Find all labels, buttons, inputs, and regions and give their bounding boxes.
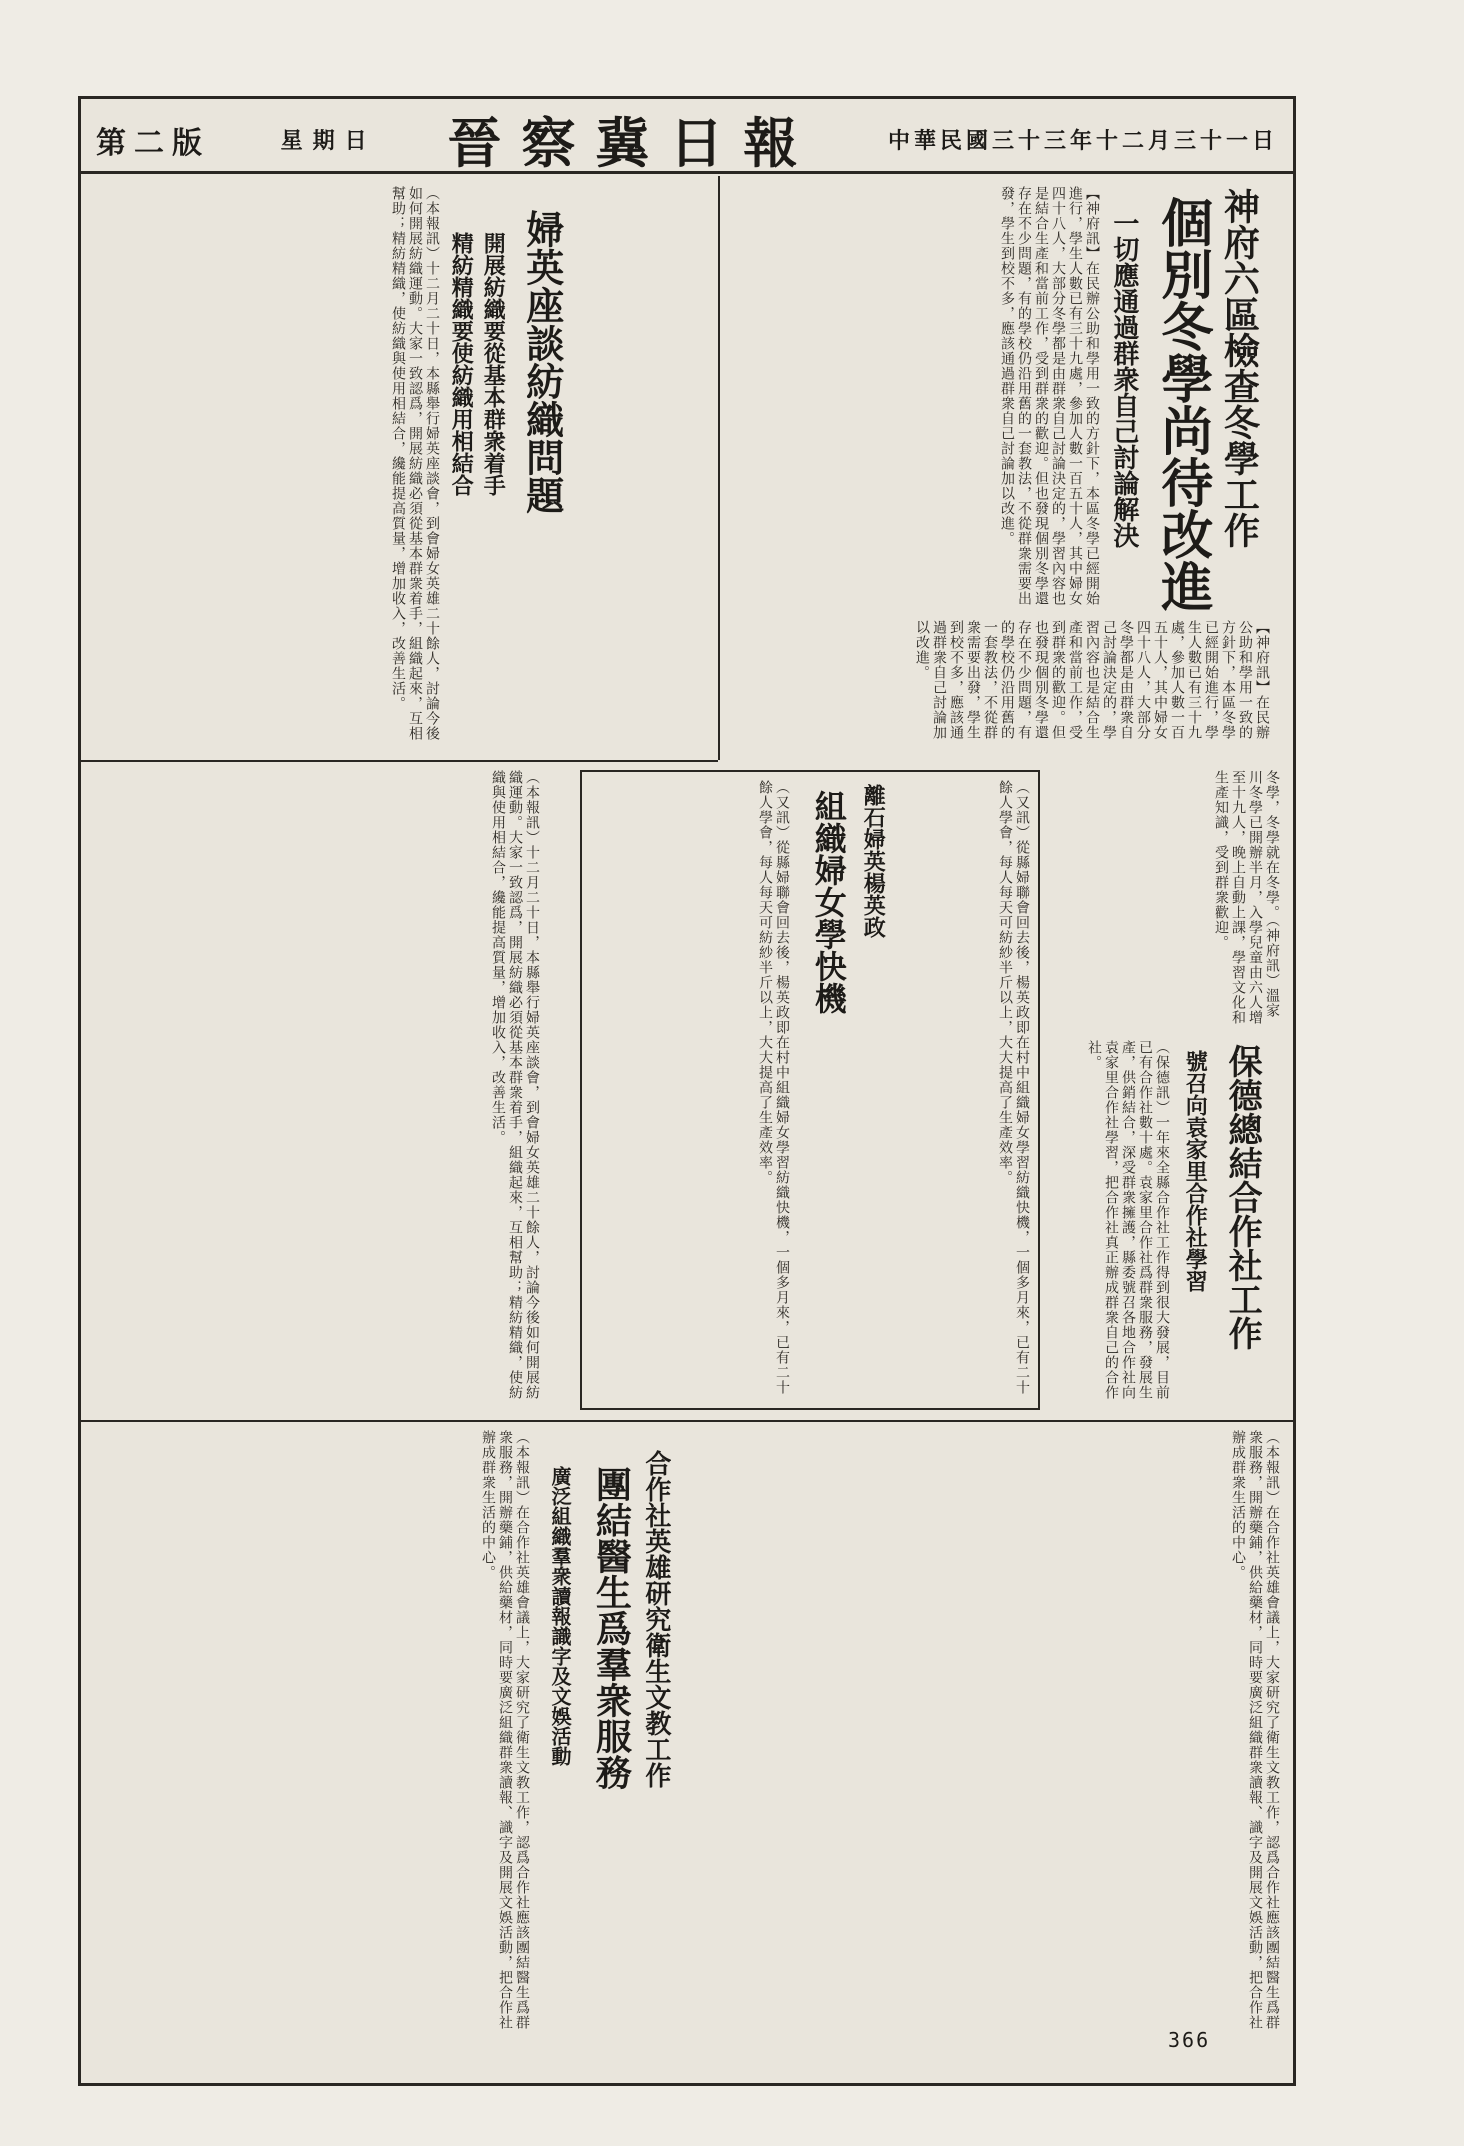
article-deck: 開展紡織要從基本群衆着手 bbox=[480, 232, 507, 496]
article-subhead: 個別冬學尚待改進 bbox=[1151, 196, 1213, 612]
article-body: （又訊）從縣婦聯會回去後，楊英政即在村中組織婦女學習紡織快機，一個多月來，已有二十餘人學會，每人每天可紡紗半斤以上，大大提高了生產效率。 bbox=[997, 780, 1030, 1395]
article-headline: 合作社英雄研究衛生文教工作 bbox=[640, 1450, 671, 1788]
article-body: （本報訊）十二月二十日，本縣舉行婦英座談會，到會婦女英雄二十餘人，討論今後如何開展紡織運動。大家一致認爲，開展紡織必須從基本群衆着手，組織起來，互相幫助；精紡精織，使紡織與使用相結合，纔能提高質量，增加收入，改善生活。 bbox=[490, 770, 540, 1400]
article-headline: 婦英座談紡織問題 bbox=[519, 210, 565, 514]
article-body: （本報訊）在合作社英雄會議上，大家研究了衛生文教工作，認爲合作社應該團結醫生爲群衆服務，開辦藥鋪，供給藥材，同時要廣泛組織群衆讀報、識字及開展文娛活動，把合作社辦成群衆生活的中心。 bbox=[480, 1430, 530, 2030]
article-deck: 廣泛組織羣衆讀報識字及文娛活動 bbox=[548, 1466, 572, 1766]
newspaper-name: 晉察冀日報 bbox=[447, 111, 818, 175]
article-body: （本報訊）在合作社英雄會議上，大家研究了衛生文教工作，認爲合作社應該團結醫生爲群衆服務，開辦藥鋪，供給藥材，同時要廣泛組織群衆讀報、識字及開展文娛活動，把合作社辦成群衆生活的中心。 bbox=[1230, 1430, 1280, 2030]
masthead-weekday: 星期日 bbox=[280, 128, 377, 154]
divider bbox=[78, 760, 718, 762]
article-deck: 組織婦女學快機 bbox=[809, 790, 848, 1014]
divider bbox=[78, 1420, 1296, 1422]
article-body: 【神府訊】在民辦公助和學用一致的方針下，本區冬學已經開始進行，學生人數已有三十九處，參加人數一百五十人，其中婦女四十八人，大部分冬學都是由群衆自己討論決定的，學習內容也是結合生產和當前工作，受到群衆的歡迎。但也發現個別冬學還存在不少問題，有的學校仍沿用舊的一套教法，不從群衆需要出發，學生到校不多，應該通過群衆自己討論加以改進。 bbox=[914, 620, 1270, 740]
masthead-edition: 第二版 bbox=[96, 125, 210, 161]
masthead bbox=[78, 108, 1296, 174]
article-body: （又訊）從縣婦聯會回去後，楊英政即在村中組織婦女學習紡織快機，一個多月來，已有二十餘人學會，每人每天可紡紗半斤以上，大大提高了生產效率。 bbox=[757, 780, 790, 1395]
article-headline: 離石婦英楊英政 bbox=[860, 784, 887, 938]
article-deck: 團結醫生爲羣衆服務 bbox=[590, 1466, 633, 1790]
divider bbox=[718, 176, 720, 760]
article-body: （保德訊）一年來全縣合作社工作得到很大發展，目前已有合作社數十處。袁家里合作社爲群衆服務，發展生產，供銷結合，深受群衆擁護，縣委號召各地合作社向袁家里合作社學習，把合作社真正辦成群衆自己的合作社。 bbox=[1086, 1040, 1170, 1400]
article-deck: 一切應通過群衆自己討論解決 bbox=[1108, 210, 1139, 548]
article-body: 【神府訊】在民辦公助和學用一致的方針下，本區冬學已經開始進行，學生人數已有三十九處，參加人數一百五十人，其中婦女四十八人，大部分冬學都是由群衆自己討論決定的，學習內容也是結合生產和當前工作，受到群衆的歡迎。但也發現個別冬學還存在不少問題，有的學校仍沿用舊的一套教法，不從群衆需要出發，學生到校不多，應該通過群衆自己討論加以改進。 bbox=[999, 186, 1100, 606]
article-deck: 精紡精織要使紡織用相結合 bbox=[448, 232, 475, 496]
article-headline: 保德總結合作社工作 bbox=[1222, 1044, 1263, 1350]
article-body: （本報訊）十二月二十日，本縣舉行婦英座談會，到會婦女英雄二十餘人，討論今後如何開展紡織運動。大家一致認爲，開展紡織必須從基本群衆着手，組織起來，互相幫助；精紡精織，使紡織與使用相結合，纔能提高質量，增加收入，改善生活。 bbox=[390, 186, 440, 741]
page-number: 366 bbox=[1168, 2028, 1211, 2052]
article-headline: 神府六區檢查冬學工作 bbox=[1218, 188, 1261, 548]
masthead-date: 中華民國三十三年十二月三十一日 bbox=[887, 128, 1278, 154]
article-body: 冬學，冬學就在冬學。（神府訊）溫家川冬學已開辦半月，入學兒童由六人增至十九人，晚上自動上課，學習文化和生產知識，受到群衆歡迎。 bbox=[1213, 770, 1280, 1025]
article-deck: 號召向袁家里合作社學習 bbox=[1182, 1050, 1209, 1292]
